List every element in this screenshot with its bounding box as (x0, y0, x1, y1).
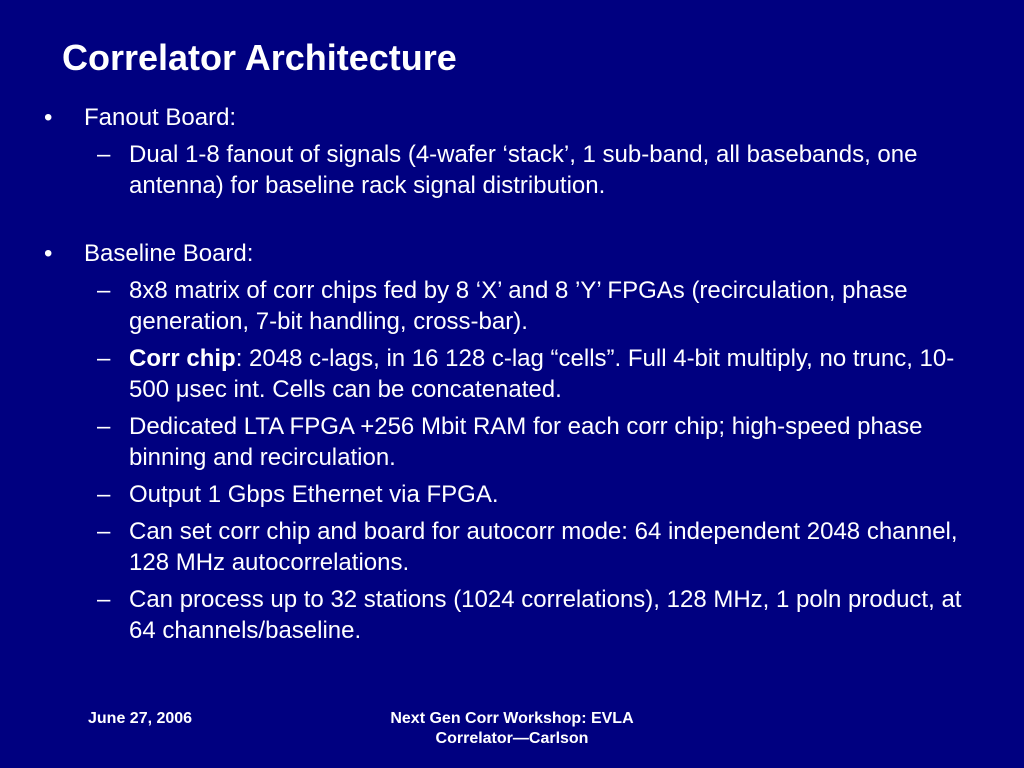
slide-title: Correlator Architecture (62, 37, 457, 78)
sub-bullet (44, 411, 994, 473)
bullet-icon: • (44, 240, 53, 267)
dash-icon: – (97, 586, 111, 613)
dash-icon: – (97, 413, 111, 440)
footer-date: June 27, 2006 (88, 710, 193, 727)
footer-title-line: Next Gen Corr Workshop: EVLA (390, 710, 634, 727)
dash-icon: – (97, 518, 111, 545)
footer-title (340, 709, 684, 749)
sub-bullet-bold-lead: Corr chip (129, 345, 236, 372)
sub-bullet-text: Dual 1-8 fanout of signals (4-wafer ‘stack’, 1 sub-band, all basebands, one antenna) for baseline rack signal distribution. (129, 141, 918, 199)
sub-bullet-text: Dedicated LTA FPGA +256 Mbit RAM for each corr chip; high-speed phase binning and recirculation. (129, 413, 923, 471)
sub-bullet-text: 8x8 matrix of corr chips fed by 8 ‘X’ and 8 ’Y’ FPGAs (recirculation, phase generation, 7-bit handling, cross-bar). (129, 277, 908, 335)
sub-bullet-text: Output 1 Gbps Ethernet via FPGA. (129, 481, 499, 508)
slide-body (44, 103, 994, 646)
bullet-icon: • (44, 104, 53, 131)
sub-bullet (44, 584, 994, 646)
sub-bullet-text: : 2048 c-lags, in 16 128 c-lag “cells”. Full 4-bit multiply, no trunc, 10-500 μsec int. Cells can be concatenated. (129, 345, 955, 403)
sub-bullet (44, 516, 994, 578)
dash-icon: – (97, 345, 111, 372)
bullet-heading: Fanout Board: (84, 104, 237, 131)
sub-bullet (44, 139, 994, 201)
sub-bullet-text: Can process up to 32 stations (1024 correlations), 128 MHz, 1 poln product, at 64 channels/baseline. (129, 586, 962, 644)
sub-bullet (44, 275, 994, 337)
sub-bullet-text: Can set corr chip and board for autocorr mode: 64 independent 2048 channel, 128 MHz autocorrelations. (129, 518, 958, 576)
sub-bullet (44, 343, 994, 405)
bullet-baseline-board (44, 239, 994, 269)
dash-icon: – (97, 481, 111, 508)
bullet-heading: Baseline Board: (84, 240, 254, 267)
dash-icon: – (97, 141, 111, 168)
footer-title-line: Correlator—Carlson (435, 730, 589, 747)
dash-icon: – (97, 277, 111, 304)
sub-bullet (44, 479, 994, 510)
bullet-fanout-board (44, 103, 994, 133)
